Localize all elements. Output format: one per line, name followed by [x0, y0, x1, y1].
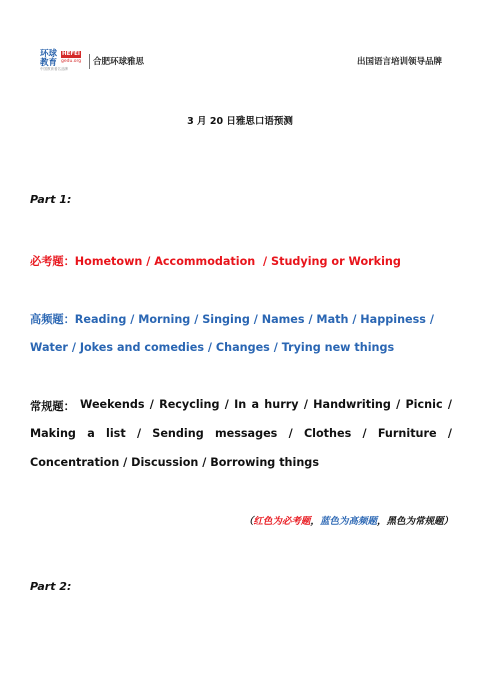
regular-token: Weekends [80, 398, 145, 411]
required-topics-line [30, 253, 401, 269]
frequent-topics-1: Reading / Morning / Singing / Names / Math / Happiness / [74, 313, 434, 326]
legend-regular: 黑色为常规题 [386, 516, 444, 527]
regular-token: hurry [264, 398, 299, 411]
legend-frequent: 蓝色为高频题 [319, 516, 377, 527]
frequent-topics-2: Water / Jokes and comedies / Changes / Trying new things [30, 341, 395, 354]
brand-slogan: 出国语言培训领导品牌 [356, 57, 442, 67]
required-label: 必考题： [30, 255, 75, 268]
regular-token: a [87, 427, 95, 440]
color-legend [244, 513, 453, 527]
page-header [40, 50, 442, 72]
required-topics: Hometown / Accommodation / Studying or Working [74, 255, 401, 268]
regular-token: Making [30, 427, 76, 440]
legend-required: 红色为必考题 [253, 516, 311, 527]
frequent-topics-line-2 [30, 341, 394, 354]
regular-token: / [224, 398, 229, 411]
logo-chinese-text: 环球教育 [40, 49, 58, 68]
regular-topics-line-2 [30, 427, 452, 440]
regular-token: messages [214, 427, 278, 440]
part1-heading: Part 1: [30, 193, 72, 206]
regular-token: list [106, 427, 126, 440]
legend-sep-1: ， [310, 516, 320, 527]
page-title: 3 月 20 日雅思口语预测 [187, 116, 293, 127]
regular-token: / [136, 427, 142, 440]
part2-heading: Part 2: [30, 580, 72, 593]
legend-close-paren: ） [443, 516, 453, 527]
legend-open-paren: （ [243, 516, 254, 527]
regular-token: / [447, 427, 452, 440]
regular-token: / [362, 427, 367, 440]
regular-token: Handwriting [313, 398, 391, 411]
regular-token: / [447, 398, 452, 411]
logo-subtext: gedu.org [61, 59, 82, 64]
regular-topics-3: Concentration / Discussion / Borrowing things [30, 456, 319, 469]
regular-token: / [288, 427, 293, 440]
regular-token: Furniture [377, 427, 437, 440]
frequent-topics-line-1 [30, 311, 434, 327]
regular-token: / [149, 398, 154, 411]
logo-hefei-badge: HEFEI [62, 51, 80, 57]
regular-token: / [303, 398, 308, 411]
regular-token: Sending [152, 427, 204, 440]
regular-topics-line-3 [30, 456, 319, 469]
regular-token: / [396, 398, 401, 411]
regular-token: a [251, 398, 260, 411]
brand-logo [40, 50, 144, 72]
regular-topics-line-1 [30, 398, 452, 414]
frequent-label: 高频题： [30, 313, 75, 326]
logo-mark [40, 50, 86, 72]
logo-tagline: 中国教育著名品牌 [40, 67, 68, 71]
regular-token: Picnic [405, 398, 443, 411]
regular-token: Clothes [303, 427, 352, 440]
regular-token: In [234, 398, 247, 411]
legend-sep-2: ， [376, 516, 387, 527]
regular-token: Recycling [159, 398, 220, 411]
regular-token: 常规题： [30, 400, 75, 413]
brand-name: 合肥环球雅思 [93, 57, 145, 67]
logo-divider [89, 54, 90, 69]
